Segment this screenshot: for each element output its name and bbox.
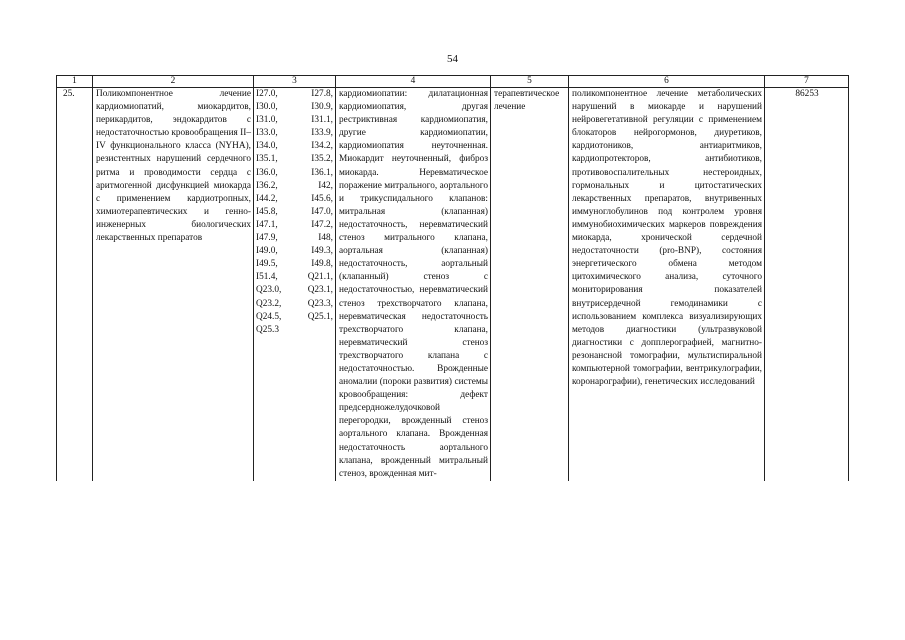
code-line: I47.1, I47.2, (256, 219, 333, 230)
code-line: I33.0, I33.9, (256, 128, 333, 139)
price: 86253 (765, 88, 849, 481)
code-line: I49.0, I49.3, (256, 246, 333, 257)
table-header-row (57, 76, 849, 88)
row-number: 25. (57, 88, 93, 481)
service-name: Поликомпонентное лечение кардиомиопатий, миокардитов, перикардитов, эндокардитов с недостаточностью кровообращения II–IV функционального класса (NYHA), резистентных нарушений сердечного ритма и проводимости сердца с аритмогенной дисфункцией миокарда с применением кардиотропных, химиотерапевтических и генно-инженерных биологических лекарственных препаратов (93, 88, 254, 481)
code-line: I44.2, I45.6, (256, 193, 333, 204)
diagnoses: кардиомиопатии: дилатационная кардиомиопатия, другая рестриктивная кардиомиопатия, другие кардиомиопатии, кардиомиопатия неуточненная. Миокардит неуточненный, фиброз миокарда. Неревматическое поражение митрального, аортального и трикуспидального клапанов: митральная (клапанная) недостаточность, неревматический стеноз митрального клапана, аортальная (клапанная) недостаточность, аортальный (клапанный) стеноз с недостаточностью, неревматический стеноз трехстворчатого клапана, неревматическая недостаточность трехстворчатого клапана, неревматический стеноз трехстворчатого клапана с недостаточностью. Врожденные аномалии (пороки развития) системы кровообращения: дефект предсердножелудочковой перегородки, врожденный стеноз аортального клапана. Врожденная недостаточность аортального клапана, врожденный митральный стеноз, врожденная мит- (336, 88, 491, 481)
code-line: I51.4, Q21.1, (256, 272, 333, 283)
code-line: I36.0, I36.1, (256, 167, 333, 178)
code-line: Q23.0, Q23.1, (256, 285, 333, 296)
column-header-4: 4 (336, 76, 491, 88)
code-line: I27.0, I27.8, (256, 89, 333, 99)
code-line: Q24.5, Q25.1, (256, 311, 333, 322)
column-header-2: 2 (93, 76, 254, 88)
column-header-7: 7 (765, 76, 849, 88)
treatment-method: поликомпонентное лечение метаболических нарушений в миокарде и нарушений нейровегетативной регуляции с применением блокаторов нейрогормонов, диуретиков, кардиотоников, антиаритмиков, кардиопротекторов, антибиотиков, противовоспалительных нестероидных, гормональных и цитостатических лекарственных препаратов, внутривенных иммуноглобулинов под контролем уровня иммунобиохимических маркеров повреждения миокарда, хронической сердечной недостаточности (pro-BNP), состояния энергетического обмена методом цитохимического анализа, суточного мониторирования показателей внутрисердечной гемодинамики с использованием комплекса визуализирующих методов диагностики (ультразвуковой диагностики с допплерографией, магнитно-резонансной томографии, мультиспиральной компьютерной томографии, вентрикулографии, коронарографии), генетических исследований (569, 88, 765, 481)
column-header-5: 5 (491, 76, 569, 88)
code-line: I49.5, I49.8, (256, 259, 333, 270)
column-header-3: 3 (254, 76, 336, 88)
table-row (57, 88, 849, 481)
code-line: I31.0, I31.1, (256, 115, 333, 126)
code-line: I30.0, I30.9, (256, 102, 333, 113)
code-line: I45.8, I47.0, (256, 206, 333, 217)
column-header-1: 1 (57, 76, 93, 88)
page-number: 54 (447, 53, 458, 65)
code-line: Q25.3 (256, 324, 279, 335)
column-header-6: 6 (569, 76, 765, 88)
treatment-type: терапевтическое лечение (491, 88, 569, 481)
code-line: I47.9, I48, (256, 233, 333, 244)
code-line: I35.1, I35.2, (256, 154, 333, 165)
code-line: I34.0, I34.2, (256, 141, 333, 152)
code-line: I36.2, I42, (256, 180, 333, 191)
icd-codes (254, 88, 336, 481)
services-table (56, 75, 849, 481)
code-line: Q23.2, Q23.3, (256, 298, 333, 309)
